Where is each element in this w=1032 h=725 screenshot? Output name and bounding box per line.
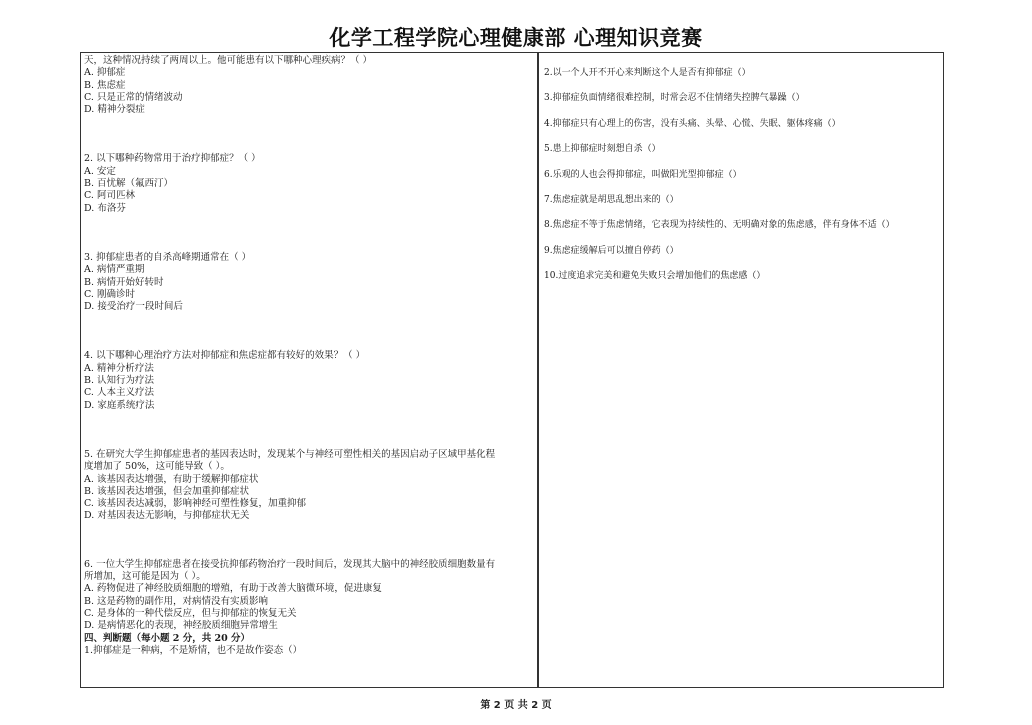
option-a: A. 抑郁症 xyxy=(84,67,126,79)
question-2 xyxy=(84,153,534,214)
question-stem-line-1: 5. 在研究大学生抑郁症患者的基因表达时，发现某个与神经可塑性相关的基因启动子区域甲基化程 xyxy=(84,448,496,460)
option-d: D. 是病情恶化的表现，神经胶质细胞异常增生 xyxy=(84,620,278,632)
option-d: D. 对基因表达无影响，与抑郁症状无关 xyxy=(84,510,250,522)
question-stem: 天，这种情况持续了两周以上。他可能患有以下哪种心理疾病？（ ） xyxy=(84,55,373,66)
option-c: C. 只是正常的情绪波动 xyxy=(84,91,183,103)
option-a: A. 安定 xyxy=(84,165,116,177)
option-b: B. 认知行为疗法 xyxy=(84,375,155,387)
option-a: A. 精神分析疗法 xyxy=(84,362,154,374)
option-c: C. 是身体的一种代偿反应，但与抑郁症的恢复无关 xyxy=(84,607,297,619)
option-d: D. 接受治疗一段时间后 xyxy=(84,301,183,313)
option-b: B. 焦虑症 xyxy=(84,79,126,91)
right-column xyxy=(544,67,942,296)
judgement-item-2: 2.以一个人开不开心来判断这个人是否有抑郁症（） xyxy=(544,68,751,78)
option-d: D. 布洛芬 xyxy=(84,202,126,214)
question-5 xyxy=(84,449,534,523)
judgement-item-7: 7.焦虑症就是胡思乱想出来的（） xyxy=(544,194,679,205)
question-1 xyxy=(84,55,534,116)
option-c: C. 刚确诊时 xyxy=(84,288,135,300)
option-b: B. 病情开始好转时 xyxy=(84,276,164,288)
exam-frame xyxy=(80,52,944,688)
question-4 xyxy=(84,350,534,411)
option-a: A. 该基因表达增强，有助于缓解抑郁症状 xyxy=(84,473,259,485)
option-a: A. 病情严重期 xyxy=(84,264,145,276)
option-d: D. 精神分裂症 xyxy=(84,104,145,116)
option-b: B. 这是药物的副作用，对病情没有实质影响 xyxy=(84,595,269,607)
option-c: C. 该基因表达减弱，影响神经可塑性修复，加重抑郁 xyxy=(84,498,306,510)
option-b: B. 该基因表达增强，但会加重抑郁症状 xyxy=(84,485,250,497)
page-title: 化学工程学院心理健康部 心理知识竞赛 xyxy=(329,26,703,50)
question-stem: 2. 以下哪种药物常用于治疗抑郁症？（ ） xyxy=(84,153,261,165)
option-c: C. 阿司匹林 xyxy=(84,190,135,202)
column-divider xyxy=(537,53,539,687)
judgement-item-3: 3.抑郁症负面情绪很难控制，时常会忍不住情绪失控脾气暴躁（） xyxy=(544,93,805,104)
page-footer: 第 2 页 共 2 页 xyxy=(480,700,552,711)
question-stem: 4. 以下哪种心理治疗方法对抑郁症和焦虑症都有较好的效果？（ ） xyxy=(84,350,366,362)
question-stem-line-2: 度增加了 50%，这可能导致（ ）。 xyxy=(84,461,230,473)
judgement-item-6: 6.乐观的人也会得抑郁症，叫做阳光型抑郁症（） xyxy=(544,169,742,180)
option-a: A. 药物促进了神经胶质细胞的增殖，有助于改善大脑微环境，促进康复 xyxy=(84,583,382,595)
judgement-item-1: 1.抑郁症是一种病，不是矫情，也不是故作姿态（） xyxy=(84,644,303,656)
judgement-item-9: 9.焦虑症缓解后可以擅自停药（） xyxy=(544,245,679,256)
left-column xyxy=(84,55,534,657)
question-3 xyxy=(84,252,534,313)
section-heading: 四、判断题（每小题 2 分，共 20 分） xyxy=(84,632,251,644)
question-stem-line-1: 6. 一位大学生抑郁症患者在接受抗抑郁药物治疗一段时间后，发现其大脑中的神经胶质细胞数量有 xyxy=(84,558,496,570)
option-d: D. 家庭系统疗法 xyxy=(84,399,155,411)
question-stem: 3. 抑郁症患者的自杀高峰期通常在（ ） xyxy=(84,251,252,263)
judgement-item-5: 5.患上抑郁症时刻想自杀（） xyxy=(544,144,661,155)
judgement-item-8: 8.焦虑症不等于焦虑情绪，它表现为持续性的、无明确对象的焦虑感，伴有身体不适（） xyxy=(544,220,895,231)
option-c: C. 人本主义疗法 xyxy=(84,387,154,399)
judgement-item-10: 10.过度追求完美和避免失败只会增加他们的焦虑感（） xyxy=(544,271,766,282)
question-stem-line-2: 所增加，这可能是因为（ ）。 xyxy=(84,571,206,583)
judgement-item-4: 4.抑郁症只有心理上的伤害，没有头痛、头晕、心慌、失眠、躯体疼痛（） xyxy=(544,118,841,129)
option-b: B. 百忧解（氟西汀） xyxy=(84,178,174,190)
question-6 xyxy=(84,559,534,633)
